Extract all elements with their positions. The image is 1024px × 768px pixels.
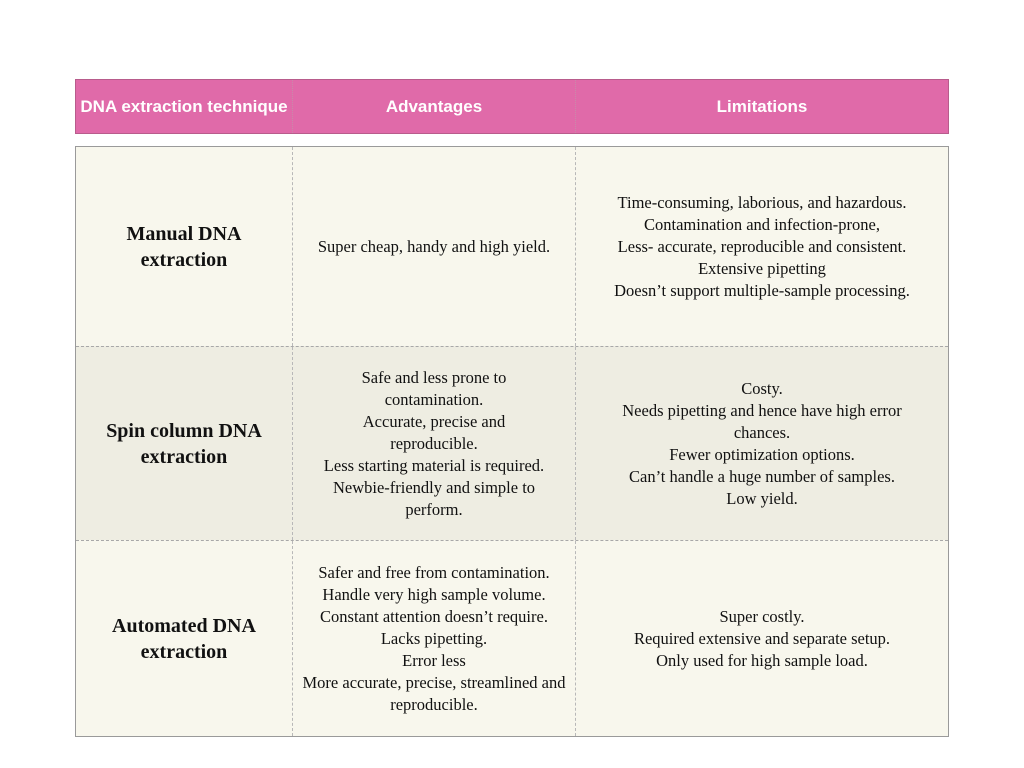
advantages-cell — [292, 147, 575, 346]
limitation-item: Can’t handle a huge number of samples. — [629, 466, 895, 486]
advantage-item: Safer and free from contamination. — [318, 562, 550, 582]
limitations-cell — [575, 541, 948, 736]
technique-name: Spin column DNA extraction — [106, 419, 262, 468]
advantage-item: Super cheap, handy and high yield. — [317, 236, 551, 256]
table-row — [76, 346, 948, 540]
limitation-item: Low yield. — [726, 488, 798, 508]
limitation-item: Fewer optimization options. — [669, 444, 855, 464]
advantage-item: Handle very high sample volume. — [322, 584, 546, 604]
technique-cell — [76, 347, 292, 540]
advantage-item: More accurate, precise, streamlined and reproducible. — [302, 672, 566, 714]
advantages-cell — [292, 541, 575, 736]
limitations-cell — [575, 347, 948, 540]
table-header — [75, 79, 949, 134]
advantage-item: Less starting material is required. — [323, 455, 545, 475]
advantage-item: Lacks pipetting. — [380, 628, 488, 648]
advantage-item: Error less — [402, 650, 466, 670]
limitation-item: Super costly. — [719, 606, 805, 626]
limitation-item: Required extensive and separate setup. — [633, 628, 891, 648]
table-row — [76, 147, 948, 346]
header-advantages: Advantages — [292, 80, 575, 133]
limitation-item: Extensive pipetting — [698, 258, 826, 278]
limitation-item: Less- accurate, reproducible and consistent. — [617, 236, 907, 256]
advantage-item: Safe and less prone to contamination. — [361, 367, 507, 409]
technique-name: Automated DNA extraction — [112, 614, 256, 663]
limitation-item: Only used for high sample load. — [656, 650, 868, 670]
header-technique: DNA extraction technique — [80, 97, 288, 116]
advantages-cell — [292, 347, 575, 540]
limitation-item: Time-consuming, laborious, and hazardous. — [617, 192, 907, 212]
advantage-item: Accurate, precise and reproducible. — [362, 411, 506, 453]
advantage-item: Newbie-friendly and simple to perform. — [332, 477, 536, 519]
technique-name: Manual DNA extraction — [126, 222, 242, 271]
comparison-table — [75, 146, 949, 737]
limitations-cell — [575, 147, 948, 346]
table-row — [76, 540, 948, 736]
header-limitations: Limitations — [575, 80, 948, 133]
limitation-item: Costy. — [741, 378, 783, 398]
limitation-item: Doesn’t support multiple-sample processing. — [614, 280, 910, 300]
advantage-item: Constant attention doesn’t require. — [320, 606, 548, 626]
technique-cell — [76, 541, 292, 736]
limitation-item: Contamination and infection-prone, — [644, 214, 880, 234]
limitation-item: Needs pipetting and hence have high error chances. — [622, 400, 902, 442]
technique-cell — [76, 147, 292, 346]
